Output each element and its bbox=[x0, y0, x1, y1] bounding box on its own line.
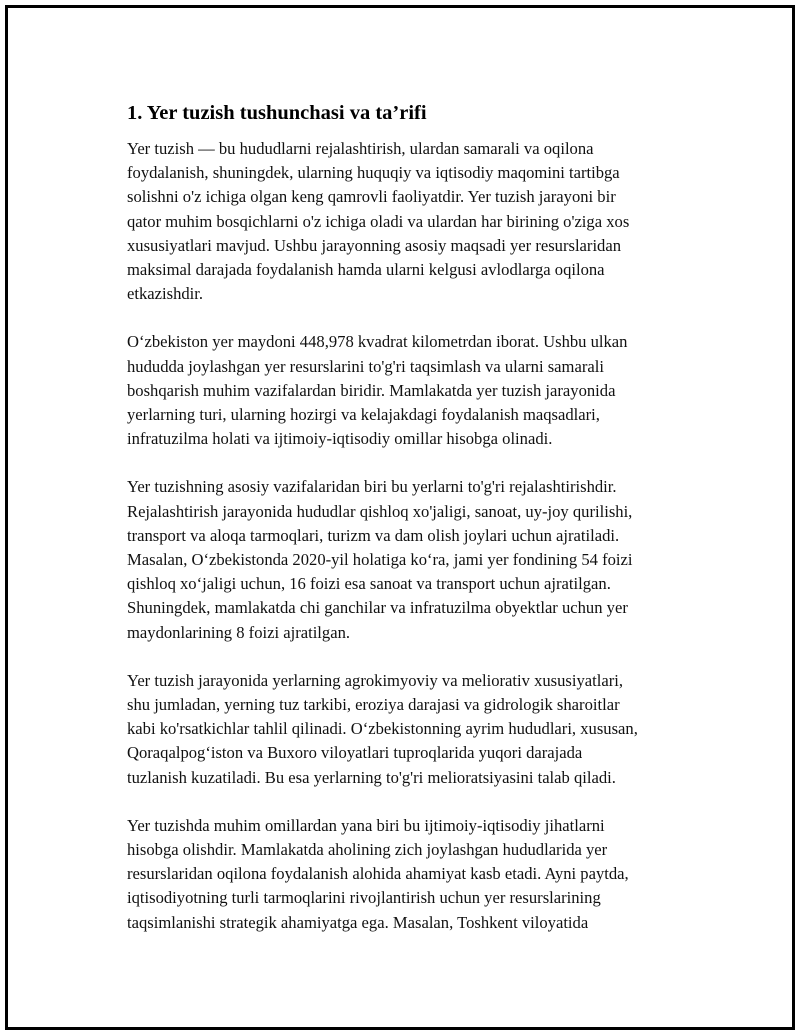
paragraph-planning: Yer tuzishning asosiy vazifalaridan biri bu yerlarni to'g'ri rejalashtirishdir. Rejalashtirish jarayonida hududlar qishloq xo'jaligi, sanoat, uy-joy qurilishi, transport va aloqa tarmoqlari, turizm va dam olish joylari uchun ajratiladi. Masalan, O‘zbekistonda 2020-yil holatiga ko‘ra, jami yer fondining 54 foizi qishloq xo‘jaligi uchun, 16 foizi esa sanoat va transport uchun ajratilgan. Shuningdek, mamlakatda chi ganchilar va infratuzilma obyektlar uchun yer maydonlarining 8 foizi ajratilgan. bbox=[127, 477, 633, 642]
paragraph-soil-properties: Yer tuzish jarayonida yerlarning agrokimyoviy va meliorativ xususiyatlari, shu jumladan, yerning tuz tarkibi, eroziya darajasi va gidrologik sharoitlar kabi ko'rsatkichlar tahlil qilinadi. O‘zbekistonning ayrim hududlari, xususan, Qoraqalpog‘iston va Buxoro viloyatlari tuproqlarida yuqori darajada tuzlanish kuzatiladi. Bu esa yerlarning to'g'ri melioratsiyasini talab qiladi. bbox=[127, 670, 638, 787]
paragraph-definition: Yer tuzish — bu hududlarni rejalashtirish, ulardan samarali va oqilona foydalanish, shuningdek, ularning huquqiy va iqtisodiy maqomini tartibga solishni o'z ichiga olgan keng qamrovli faoliyatdir. Yer tuzish jarayoni bir qator muhim bosqichlarni o'z ichiga oladi va ulardan har birining o'ziga xos xususiyatlari mavjud. Ushbu jarayonning asosiy maqsadi yer resurslaridan maksimal darajada foydalanish hamda ularni kelgusi avlodlarga oqilona etkazishdir. bbox=[127, 139, 630, 304]
page-frame bbox=[5, 5, 795, 1030]
document-body bbox=[122, 100, 710, 959]
section-heading: 1. Yer tuzish tushunchasi va ta’rifi bbox=[127, 102, 427, 124]
paragraph-land-area: O‘zbekiston yer maydoni 448,978 kvadrat kilometrdan iborat. Ushbu ulkan hududda joylashgan yer resurslarini to'g'ri taqsimlash va ularni samarali boshqarish muhim vazifalardan biridir. Mamlakatda yer tuzish jarayonida yerlarning turi, ularning hozirgi va kelajakdagi foydalanish maqsadlari, infratuzilma holati va ijtimoiy-iqtisodiy omillar hisobga olinadi. bbox=[127, 332, 628, 449]
paragraph-socioeconomic: Yer tuzishda muhim omillardan yana biri bu ijtimoiy-iqtisodiy jihatlarni hisobga olishdir. Mamlakatda aholining zich joylashgan hududlarida yer resurslaridan oqilona foydalanish alohida ahamiyat kasb etadi. Ayni paytda, iqtisodiyotning turli tarmoqlarini rivojlantirish uchun yer resurslarining taqsimlanishi strategik ahamiyatga ega. Masalan, Toshkent viloyatida bbox=[127, 815, 629, 932]
